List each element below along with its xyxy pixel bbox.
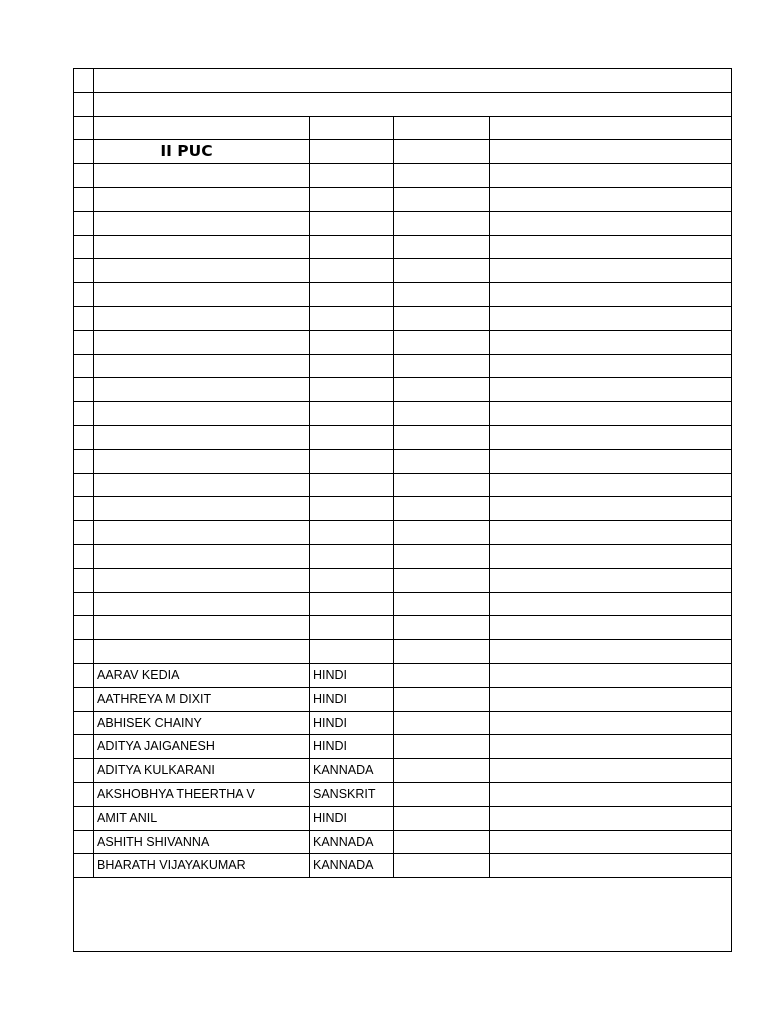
- index-cell[interactable]: [74, 831, 94, 854]
- class-title[interactable]: II PUC: [94, 140, 310, 163]
- name-cell[interactable]: [94, 283, 310, 306]
- name-cell[interactable]: [94, 355, 310, 378]
- student-language[interactable]: HINDI: [310, 664, 394, 687]
- name-cell[interactable]: [94, 378, 310, 401]
- blank-cell[interactable]: [490, 331, 731, 354]
- student-language[interactable]: HINDI: [310, 712, 394, 735]
- blank-cell[interactable]: [490, 497, 731, 520]
- blank-cell[interactable]: [490, 212, 731, 235]
- blank-cell[interactable]: [490, 450, 731, 473]
- name-cell[interactable]: [94, 593, 310, 616]
- student-name[interactable]: ASHITH SHIVANNA: [94, 831, 310, 854]
- blank-cell[interactable]: [490, 735, 731, 758]
- name-cell[interactable]: [94, 521, 310, 544]
- student-language[interactable]: KANNADA: [310, 831, 394, 854]
- index-cell[interactable]: [74, 331, 94, 354]
- index-cell[interactable]: [74, 450, 94, 473]
- name-cell[interactable]: [94, 188, 310, 211]
- name-cell[interactable]: [94, 331, 310, 354]
- name-cell[interactable]: [94, 497, 310, 520]
- index-cell[interactable]: [74, 402, 94, 425]
- blank-cell[interactable]: [394, 521, 490, 544]
- index-cell[interactable]: [74, 688, 94, 711]
- index-cell[interactable]: [74, 164, 94, 187]
- language-cell[interactable]: [310, 450, 394, 473]
- footer-row: [74, 878, 731, 951]
- name-cell[interactable]: [94, 164, 310, 187]
- name-cell[interactable]: [94, 307, 310, 330]
- blank-cell[interactable]: [394, 593, 490, 616]
- student-language[interactable]: SANSKRIT: [310, 783, 394, 806]
- empty-row: [74, 616, 731, 640]
- blank-cell[interactable]: [394, 831, 490, 854]
- empty-row: [74, 497, 731, 521]
- blank-cell[interactable]: [490, 355, 731, 378]
- blank-cell[interactable]: [394, 307, 490, 330]
- name-cell[interactable]: [94, 212, 310, 235]
- blank-cell[interactable]: [394, 569, 490, 592]
- empty-row: [74, 355, 731, 379]
- language-cell[interactable]: [310, 283, 394, 306]
- index-cell[interactable]: [74, 783, 94, 806]
- language-cell[interactable]: [310, 426, 394, 449]
- student-row: [74, 854, 731, 878]
- language-cell[interactable]: [310, 521, 394, 544]
- blank-cell[interactable]: [394, 236, 490, 259]
- index-cell[interactable]: [74, 497, 94, 520]
- blank-cell[interactable]: [490, 140, 731, 163]
- empty-row: [74, 569, 731, 593]
- blank-cell[interactable]: [490, 616, 731, 639]
- language-cell[interactable]: [310, 593, 394, 616]
- blank-cell[interactable]: [394, 259, 490, 282]
- blank-cell[interactable]: [490, 307, 731, 330]
- language-cell[interactable]: [310, 188, 394, 211]
- index-cell[interactable]: [74, 283, 94, 306]
- blank-cell[interactable]: [490, 402, 731, 425]
- name-cell[interactable]: [94, 259, 310, 282]
- empty-row: [74, 259, 731, 283]
- index-cell[interactable]: [74, 212, 94, 235]
- index-cell[interactable]: [74, 545, 94, 568]
- blank-cell[interactable]: [394, 355, 490, 378]
- blank-cell[interactable]: [394, 712, 490, 735]
- language-cell[interactable]: [310, 616, 394, 639]
- student-language[interactable]: KANNADA: [310, 759, 394, 782]
- index-cell[interactable]: [74, 640, 94, 663]
- language-cell[interactable]: [310, 117, 394, 140]
- blank-cell[interactable]: [490, 164, 731, 187]
- spreadsheet-table: [73, 68, 732, 952]
- blank-cell[interactable]: [490, 688, 731, 711]
- empty-row: [74, 188, 731, 212]
- student-language[interactable]: HINDI: [310, 735, 394, 758]
- blank-cell[interactable]: [490, 807, 731, 830]
- blank-cell[interactable]: [394, 545, 490, 568]
- blank-cell[interactable]: [394, 735, 490, 758]
- student-name[interactable]: BHARATH VIJAYAKUMAR: [94, 854, 310, 877]
- blank-cell[interactable]: [490, 712, 731, 735]
- index-cell[interactable]: [74, 236, 94, 259]
- student-name[interactable]: AATHREYA M DIXIT: [94, 688, 310, 711]
- blank-cell[interactable]: [394, 283, 490, 306]
- blank-cell[interactable]: [394, 640, 490, 663]
- language-cell[interactable]: [310, 164, 394, 187]
- blank-cell[interactable]: [394, 783, 490, 806]
- blank-cell[interactable]: [394, 426, 490, 449]
- language-cell[interactable]: [310, 236, 394, 259]
- language-cell[interactable]: [310, 307, 394, 330]
- name-cell[interactable]: [94, 616, 310, 639]
- name-cell[interactable]: [94, 474, 310, 497]
- blank-cell[interactable]: [490, 640, 731, 663]
- empty-row: [74, 331, 731, 355]
- language-cell[interactable]: [310, 259, 394, 282]
- blank-cell[interactable]: [394, 854, 490, 877]
- empty-row: [74, 450, 731, 474]
- blank-cell[interactable]: [490, 426, 731, 449]
- title-row: [74, 140, 731, 164]
- blank-cell[interactable]: [490, 593, 731, 616]
- empty-row: [74, 545, 731, 569]
- header-row-1: [74, 69, 731, 93]
- blank-cell[interactable]: [394, 402, 490, 425]
- blank-cell[interactable]: [490, 831, 731, 854]
- student-row: [74, 783, 731, 807]
- language-cell[interactable]: [310, 355, 394, 378]
- index-cell[interactable]: [74, 355, 94, 378]
- index-cell[interactable]: [74, 307, 94, 330]
- blank-cell[interactable]: [394, 664, 490, 687]
- student-row: [74, 664, 731, 688]
- student-row: [74, 759, 731, 783]
- student-name[interactable]: ADITYA JAIGANESH: [94, 735, 310, 758]
- header-row-3: [74, 117, 731, 141]
- blank-cell[interactable]: [394, 378, 490, 401]
- blank-cell[interactable]: [490, 521, 731, 544]
- language-cell[interactable]: [310, 378, 394, 401]
- index-cell[interactable]: [74, 759, 94, 782]
- blank-cell[interactable]: [490, 236, 731, 259]
- language-cell[interactable]: [310, 545, 394, 568]
- index-cell[interactable]: [74, 854, 94, 877]
- student-language[interactable]: KANNADA: [310, 854, 394, 877]
- empty-row: [74, 307, 731, 331]
- blank-cell[interactable]: [394, 331, 490, 354]
- index-cell[interactable]: [74, 93, 94, 116]
- language-cell[interactable]: [310, 140, 394, 163]
- index-cell[interactable]: [74, 664, 94, 687]
- blank-cell[interactable]: [490, 283, 731, 306]
- student-row: [74, 735, 731, 759]
- empty-rows-group: [74, 164, 731, 664]
- blank-cell[interactable]: [394, 807, 490, 830]
- blank-cell[interactable]: [394, 212, 490, 235]
- student-row: [74, 712, 731, 736]
- student-name[interactable]: ABHISEK CHAINY: [94, 712, 310, 735]
- blank-cell[interactable]: [490, 783, 731, 806]
- index-cell[interactable]: [74, 378, 94, 401]
- blank-cell[interactable]: [490, 545, 731, 568]
- merged-header-cell[interactable]: [94, 93, 731, 116]
- blank-cell[interactable]: [394, 188, 490, 211]
- merged-header-cell[interactable]: [94, 69, 731, 92]
- name-cell[interactable]: [94, 545, 310, 568]
- student-language[interactable]: HINDI: [310, 807, 394, 830]
- blank-cell[interactable]: [394, 450, 490, 473]
- language-cell[interactable]: [310, 640, 394, 663]
- index-cell[interactable]: [74, 807, 94, 830]
- blank-cell[interactable]: [490, 569, 731, 592]
- blank-cell[interactable]: [490, 117, 731, 140]
- index-cell[interactable]: [74, 735, 94, 758]
- language-cell[interactable]: [310, 331, 394, 354]
- student-name[interactable]: ADITYA KULKARANI: [94, 759, 310, 782]
- footer-merged-cell[interactable]: [74, 878, 731, 951]
- language-cell[interactable]: [310, 402, 394, 425]
- name-cell[interactable]: [94, 426, 310, 449]
- empty-row: [74, 283, 731, 307]
- blank-cell[interactable]: [490, 474, 731, 497]
- empty-row: [74, 521, 731, 545]
- student-rows-group: [74, 664, 731, 878]
- blank-cell[interactable]: [490, 188, 731, 211]
- language-cell[interactable]: [310, 474, 394, 497]
- index-cell[interactable]: [74, 521, 94, 544]
- index-cell[interactable]: [74, 712, 94, 735]
- language-cell[interactable]: [310, 497, 394, 520]
- empty-row: [74, 426, 731, 450]
- blank-cell[interactable]: [394, 688, 490, 711]
- student-row: [74, 831, 731, 855]
- blank-cell[interactable]: [394, 140, 490, 163]
- empty-row: [74, 378, 731, 402]
- blank-cell[interactable]: [490, 378, 731, 401]
- student-name[interactable]: AKSHOBHYA THEERTHA V: [94, 783, 310, 806]
- index-cell[interactable]: [74, 474, 94, 497]
- header-row-2: [74, 93, 731, 117]
- empty-row: [74, 640, 731, 664]
- index-cell[interactable]: [74, 593, 94, 616]
- blank-cell[interactable]: [394, 117, 490, 140]
- index-cell[interactable]: [74, 188, 94, 211]
- student-row: [74, 688, 731, 712]
- name-cell[interactable]: [94, 117, 310, 140]
- empty-row: [74, 212, 731, 236]
- student-row: [74, 807, 731, 831]
- name-cell[interactable]: [94, 569, 310, 592]
- empty-row: [74, 236, 731, 260]
- index-cell[interactable]: [74, 69, 94, 92]
- index-cell[interactable]: [74, 569, 94, 592]
- blank-cell[interactable]: [490, 854, 731, 877]
- blank-cell[interactable]: [394, 497, 490, 520]
- name-cell[interactable]: [94, 236, 310, 259]
- name-cell[interactable]: [94, 402, 310, 425]
- blank-cell[interactable]: [394, 759, 490, 782]
- index-cell[interactable]: [74, 117, 94, 140]
- empty-row: [74, 593, 731, 617]
- blank-cell[interactable]: [490, 259, 731, 282]
- blank-cell[interactable]: [394, 474, 490, 497]
- student-name[interactable]: AMIT ANIL: [94, 807, 310, 830]
- empty-row: [74, 402, 731, 426]
- student-name[interactable]: AARAV KEDIA: [94, 664, 310, 687]
- blank-cell[interactable]: [490, 759, 731, 782]
- student-language[interactable]: HINDI: [310, 688, 394, 711]
- name-cell[interactable]: [94, 450, 310, 473]
- empty-row: [74, 164, 731, 188]
- index-cell[interactable]: [74, 140, 94, 163]
- blank-cell[interactable]: [394, 616, 490, 639]
- empty-row: [74, 474, 731, 498]
- name-cell[interactable]: [94, 640, 310, 663]
- blank-cell[interactable]: [394, 164, 490, 187]
- index-cell[interactable]: [74, 616, 94, 639]
- blank-cell[interactable]: [490, 664, 731, 687]
- index-cell[interactable]: [74, 426, 94, 449]
- index-cell[interactable]: [74, 259, 94, 282]
- language-cell[interactable]: [310, 569, 394, 592]
- language-cell[interactable]: [310, 212, 394, 235]
